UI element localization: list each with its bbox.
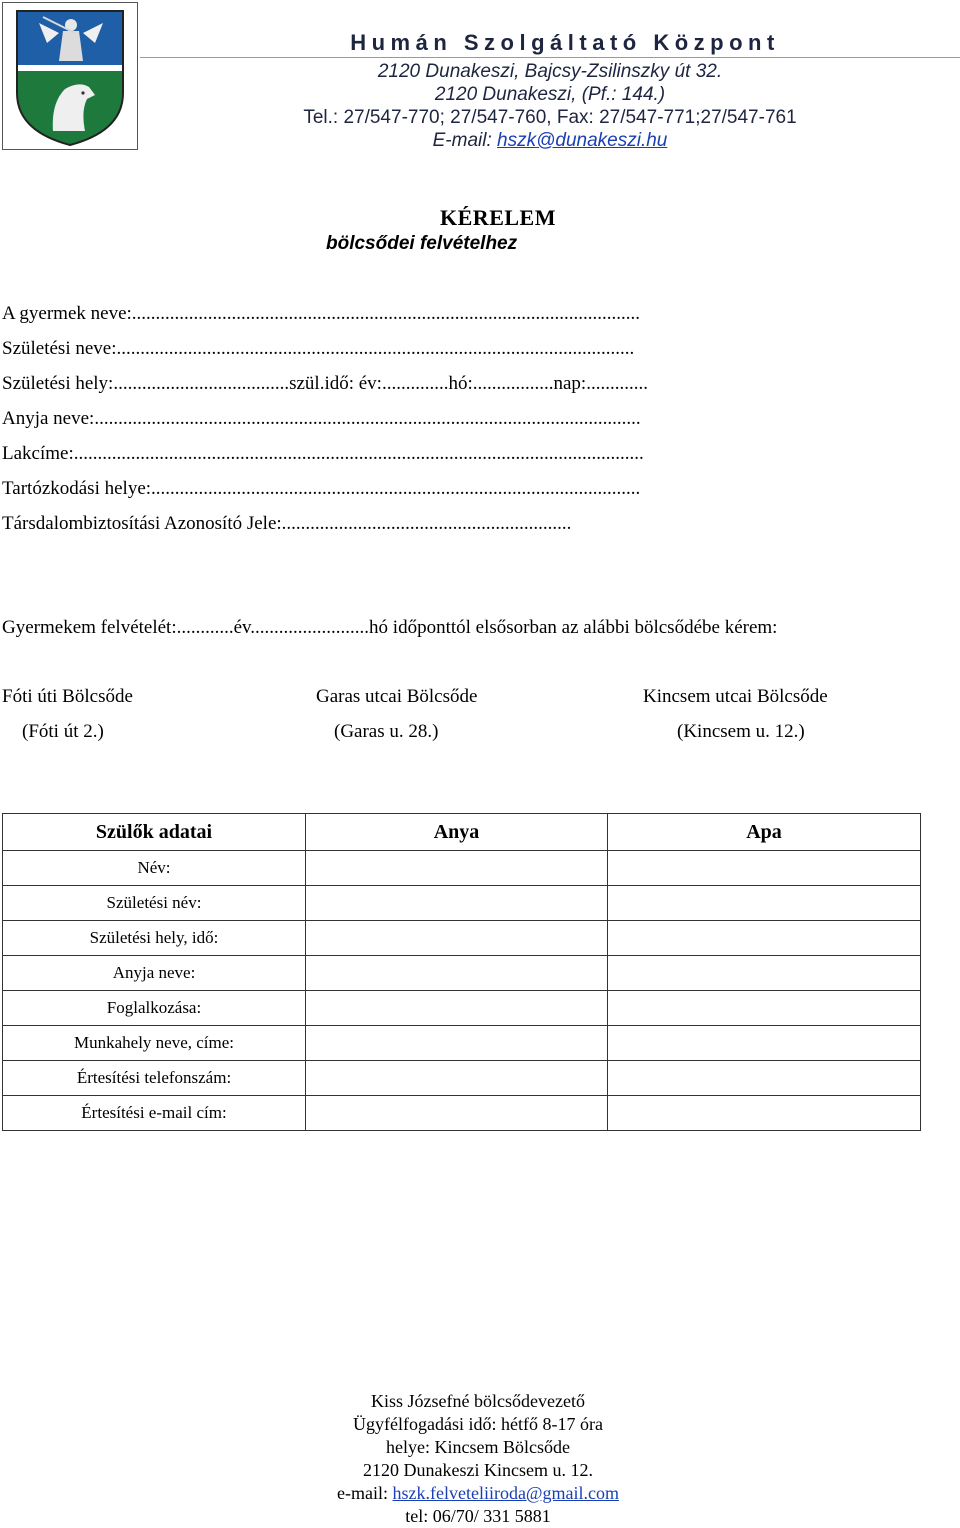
footer-contact-name: Kiss Józsefné bölcsődevezető [371, 1391, 585, 1411]
footer-email-link[interactable]: hszk.felveteliiroda@gmail.com [392, 1483, 619, 1503]
header-parents-data: Szülők adatai [3, 814, 306, 851]
field-birth-name[interactable]: Születési neve:............................................................................................................. [2, 338, 635, 359]
header-mother: Anya [306, 814, 608, 851]
mother-cell[interactable] [306, 991, 608, 1026]
father-cell[interactable] [608, 991, 921, 1026]
mother-cell[interactable] [306, 1096, 608, 1131]
mother-cell[interactable] [306, 1061, 608, 1096]
field-address[interactable]: Lakcíme:........................................................................................................................ [2, 443, 644, 464]
document-subtitle: bölcsődei felvételhez [326, 233, 518, 254]
phone-line: Tel.: 27/547-770; 27/547-760, Fax: 27/547-771;27/547-761 [303, 107, 797, 128]
field-mother-name[interactable]: Anyja neve:................................................................................................................... [2, 408, 641, 429]
row-label: Értesítési e-mail cím: [3, 1096, 306, 1131]
field-birth-place-date[interactable]: Születési hely:.....................................szül.idő: év:..............hó:.................nap:............. [2, 373, 648, 394]
email-line [140, 129, 960, 152]
father-cell[interactable] [608, 851, 921, 886]
row-label: Értesítési telefonszám: [3, 1061, 306, 1096]
nursery-1-name: Fóti úti Bölcsőde [2, 686, 133, 707]
father-cell[interactable] [608, 921, 921, 956]
footer-email-line [0, 1482, 956, 1505]
org-name: Humán Szolgáltató Központ [350, 30, 780, 55]
table-row [3, 886, 921, 921]
mother-cell[interactable] [306, 921, 608, 956]
table-row [3, 1026, 921, 1061]
footer-office-hours: Ügyfélfogadási idő: hétfő 8-17 óra [353, 1414, 603, 1434]
mother-cell[interactable] [306, 956, 608, 991]
father-cell[interactable] [608, 1096, 921, 1131]
mother-cell[interactable] [306, 851, 608, 886]
coat-of-arms-icon [2, 2, 138, 150]
table-row [3, 991, 921, 1026]
address-line-2: 2120 Dunakeszi, (Pf.: 144.) [434, 84, 666, 105]
email-link[interactable]: hszk@dunakeszi.hu [497, 130, 668, 151]
table-header-row [3, 814, 921, 851]
nursery-1-address: (Fóti út 2.) [22, 721, 104, 742]
nursery-3-name: Kincsem utcai Bölcsőde [643, 686, 828, 707]
row-label: Születési hely, idő: [3, 921, 306, 956]
table-row [3, 1061, 921, 1096]
father-cell[interactable] [608, 956, 921, 991]
row-label: Munkahely neve, címe: [3, 1026, 306, 1061]
nursery-3-address: (Kincsem u. 12.) [677, 721, 805, 742]
document-title: KÉRELEM [440, 205, 556, 230]
footer-phone: tel: 06/70/ 331 5881 [405, 1506, 551, 1526]
mother-cell[interactable] [306, 1026, 608, 1061]
table-row [3, 1096, 921, 1131]
field-child-name[interactable]: A gyermek neve:........................................................................................................... [2, 303, 641, 324]
row-label: Név: [3, 851, 306, 886]
mother-cell[interactable] [306, 886, 608, 921]
email-label: E-mail: [432, 130, 498, 151]
header-father: Apa [608, 814, 921, 851]
row-label: Születési név: [3, 886, 306, 921]
footer-address: 2120 Dunakeszi Kincsem u. 12. [363, 1460, 593, 1480]
row-label: Foglalkozása: [3, 991, 306, 1026]
table-row [3, 956, 921, 991]
field-ssn[interactable]: Társdalombiztosítási Azonosító Jele:............................................................. [2, 513, 572, 534]
field-admission-date[interactable]: Gyermekem felvételét:............év.........................hó időponttól elsősorban az alábbi bölcsődébe kérem: [2, 617, 778, 638]
nursery-2-name: Garas utcai Bölcsőde [316, 686, 478, 707]
father-cell[interactable] [608, 886, 921, 921]
field-residence[interactable]: Tartózkodási helye:....................................................................................................... [2, 478, 641, 499]
nursery-2-address: (Garas u. 28.) [334, 721, 439, 742]
father-cell[interactable] [608, 1061, 921, 1096]
table-row [3, 851, 921, 886]
father-cell[interactable] [608, 1026, 921, 1061]
footer-email-label: e-mail: [337, 1483, 393, 1503]
table-row [3, 921, 921, 956]
address-line-1: 2120 Dunakeszi, Bajcsy-Zsilinszky út 32. [377, 61, 723, 82]
row-label: Anyja neve: [3, 956, 306, 991]
header-rule [140, 57, 960, 58]
parents-table [2, 813, 921, 1131]
footer-location: helye: Kincsem Bölcsőde [386, 1437, 570, 1457]
